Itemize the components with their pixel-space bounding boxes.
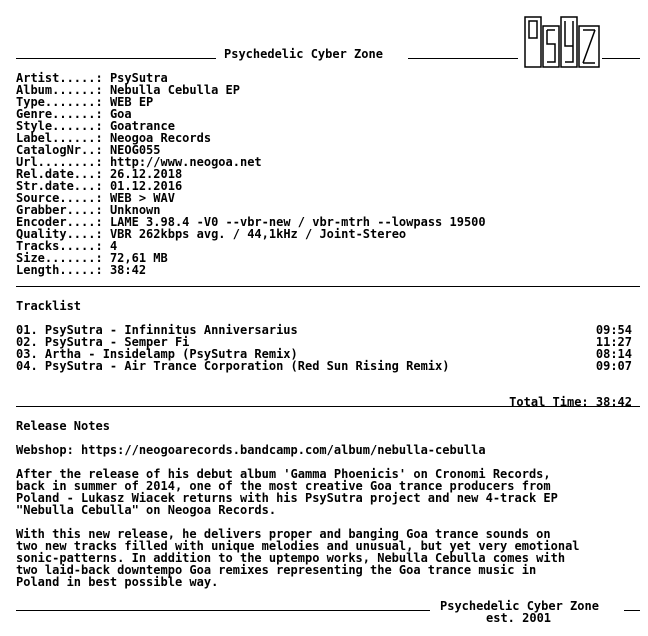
- header-title: Psychedelic Cyber Zone: [224, 47, 383, 61]
- info-value: 4: [109, 239, 118, 253]
- info-separator: :: [95, 83, 110, 97]
- info-value: WEB > WAV: [109, 191, 175, 205]
- info-key: Grabber....: [16, 203, 96, 217]
- info-separator: :: [95, 143, 110, 157]
- info-separator: :: [95, 155, 110, 169]
- info-separator: :: [95, 251, 110, 265]
- track-row: [16, 360, 632, 372]
- info-value: Neogoa Records: [109, 131, 212, 145]
- info-value: Goatrance: [109, 119, 175, 133]
- divider-2: [16, 406, 640, 407]
- track-title: 01. PsySutra - Infinnitus Anniversarius: [16, 323, 298, 337]
- header-rule-left: [16, 58, 216, 59]
- info-separator: :: [95, 119, 110, 133]
- info-key: Album......: [16, 83, 96, 97]
- info-value: 01.12.2016: [109, 179, 183, 193]
- footer-rule-right: [624, 610, 640, 611]
- notes-paragraph-1: After the release of his debut album 'Gamma Phoenicis' on Cronomi Records, back in summer of 2014, one of the most creative Goa trance producers from Poland - Lukasz Wiacek returns with his PsySutra project and new 4-track EP "Nebulla Cebulla" on Neogoa Records.: [16, 467, 558, 517]
- info-value: LAME 3.98.4 -V0 --vbr-new / vbr-mtrh --lowpass 19500: [109, 215, 486, 229]
- info-separator: :: [95, 167, 110, 181]
- total-time-row: [16, 384, 632, 409]
- info-separator: :: [95, 71, 110, 85]
- info-key: Genre......: [16, 107, 96, 121]
- info-key: Url........: [16, 155, 96, 169]
- header-rule-far-right: [602, 58, 640, 59]
- info-separator: :: [95, 191, 110, 205]
- info-value: WEB EP: [109, 95, 154, 109]
- pcz-logo: [524, 16, 600, 68]
- info-key: Rel.date...: [16, 167, 96, 181]
- info-separator: :: [95, 215, 110, 229]
- info-separator: :: [95, 131, 110, 145]
- info-separator: :: [95, 179, 110, 193]
- info-value: Nebulla Cebulla EP: [109, 83, 240, 97]
- track-title: 02. PsySutra - Semper Fi: [16, 335, 190, 349]
- track-title: 04. PsySutra - Air Trance Corporation (Red Sun Rising Remix): [16, 359, 450, 373]
- track-title: 03. Artha - Insidelamp (PsySutra Remix): [16, 347, 298, 361]
- info-value: Unknown: [109, 203, 161, 217]
- info-value: Goa: [109, 107, 132, 121]
- info-value: 72,61 MB: [109, 251, 168, 265]
- info-key: Source.....: [16, 191, 96, 205]
- track-duration: 08:14: [595, 347, 632, 361]
- divider-1: [16, 286, 640, 287]
- track-duration: 09:54: [595, 323, 632, 337]
- info-row: [16, 264, 146, 276]
- info-separator: :: [95, 263, 110, 277]
- info-key: Size.......: [16, 251, 96, 265]
- info-value: PsySutra: [109, 71, 168, 85]
- release-notes-heading: Release Notes: [16, 419, 110, 433]
- info-separator: :: [95, 107, 110, 121]
- webshop-line: Webshop: https://neogoarecords.bandcamp.com/album/nebulla-cebulla: [16, 443, 486, 457]
- info-value: 38:42: [109, 263, 147, 277]
- info-key: Style......: [16, 119, 96, 133]
- info-separator: :: [95, 95, 110, 109]
- info-value: VBR 262kbps avg. / 44,1kHz / Joint-Stereo: [109, 227, 407, 241]
- header-rule-right: [408, 58, 518, 59]
- info-value: http://www.neogoa.net: [109, 155, 262, 169]
- footer-title: Psychedelic Cyber Zone: [440, 599, 599, 613]
- info-value: 26.12.2018: [109, 167, 183, 181]
- info-key: CatalogNr..: [16, 143, 96, 157]
- info-key: Str.date...: [16, 179, 96, 193]
- info-key: Artist.....: [16, 71, 96, 85]
- info-separator: :: [95, 227, 110, 241]
- footer-rule-left: [16, 610, 430, 611]
- info-separator: :: [95, 239, 110, 253]
- info-key: Quality....: [16, 227, 96, 241]
- info-key: Label......: [16, 131, 96, 145]
- info-key: Tracks.....: [16, 239, 96, 253]
- track-duration: 11:27: [595, 335, 632, 349]
- info-separator: :: [95, 203, 110, 217]
- tracklist-heading: Tracklist: [16, 299, 82, 313]
- info-value: NEOG055: [109, 143, 161, 157]
- info-key: Type.......: [16, 95, 96, 109]
- info-key: Length.....: [16, 263, 96, 277]
- info-key: Encoder....: [16, 215, 96, 229]
- total-time: Total Time: 38:42: [509, 395, 632, 409]
- footer-est: est. 2001: [486, 611, 552, 625]
- notes-paragraph-2: With this new release, he delivers proper and banging Goa trance sounds on two new tracks filled with unique melodies and unusual, but yet very emotional sonic-patterns. In addition to the uptempo works, Nebulla Cebulla comes with two laid-back downtempo Goa remixes representing the Goa trance music in Poland in best possible way.: [16, 527, 580, 589]
- track-duration: 09:07: [595, 359, 632, 373]
